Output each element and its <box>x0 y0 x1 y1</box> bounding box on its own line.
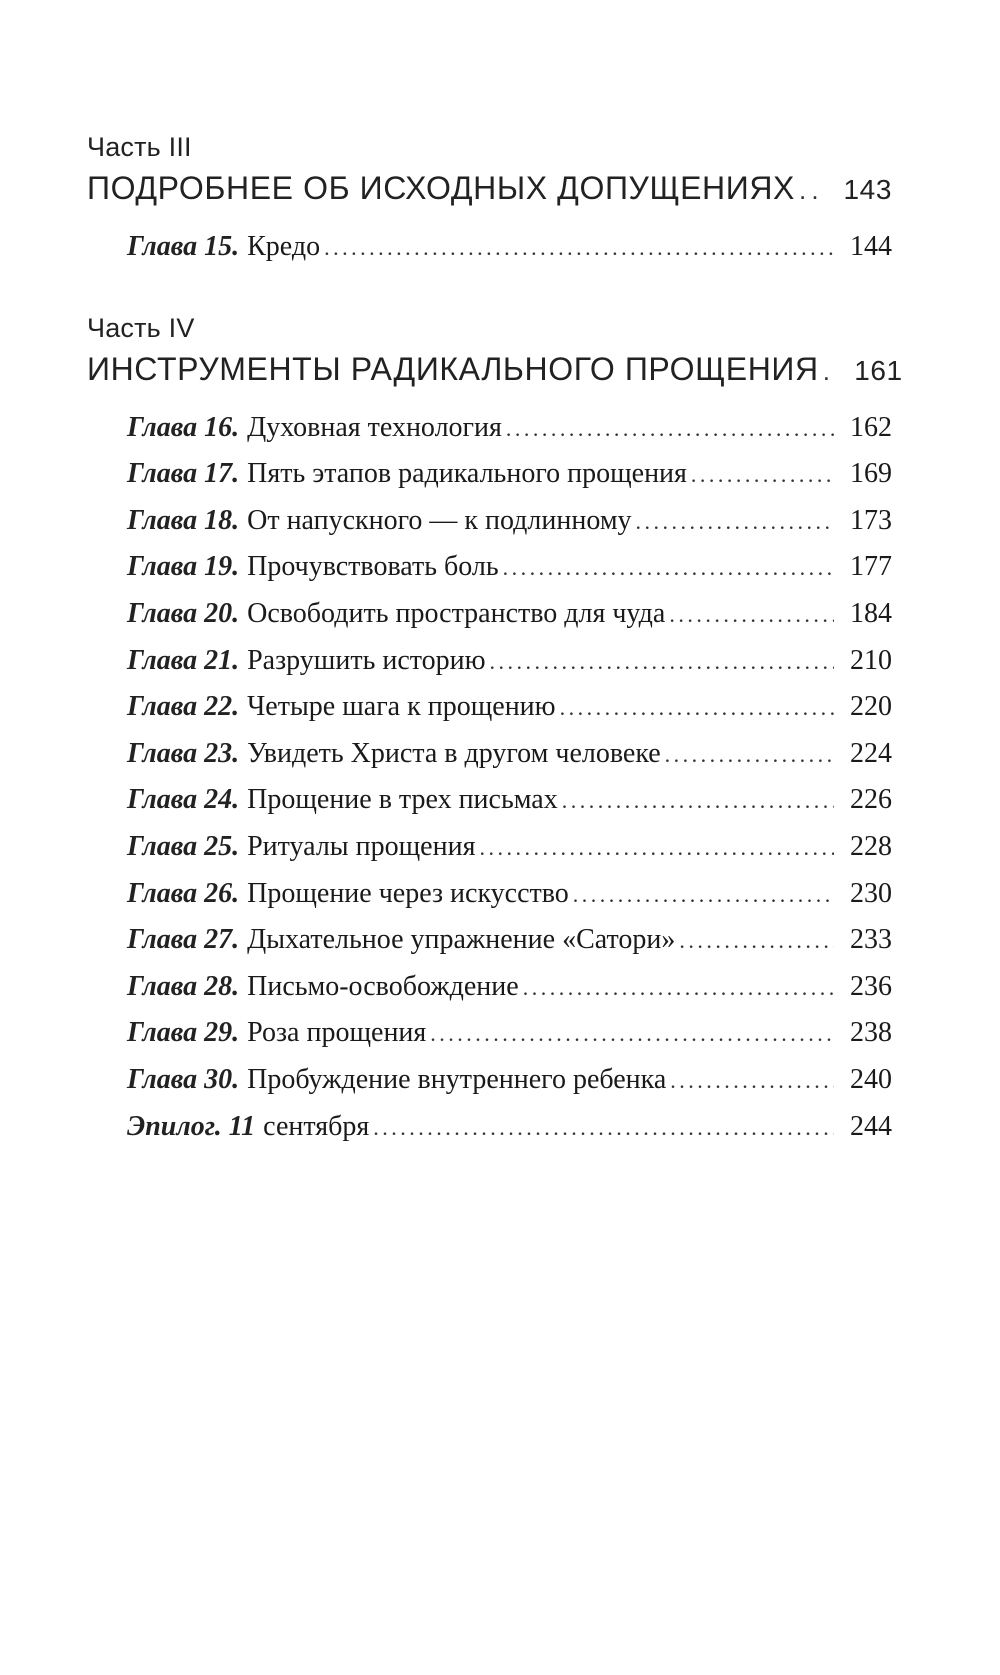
chapter-title: Роза прощения <box>247 1017 427 1049</box>
chapter-title: Кредо <box>247 231 321 262</box>
chapter-row-30[interactable] <box>127 1057 892 1104</box>
dot-leader <box>819 349 833 393</box>
page-number: 177 <box>850 551 892 583</box>
part-label: Часть III <box>87 132 192 162</box>
chapter-label: Глава 21. <box>127 644 240 676</box>
page-number: 162 <box>850 411 892 443</box>
chapter-row-28[interactable] <box>127 964 892 1011</box>
dot-leader <box>475 825 834 871</box>
chapter-label: Эпилог. 11 <box>127 1110 256 1142</box>
dot-leader <box>661 732 834 778</box>
chapter-label: Глава 23. <box>127 737 240 769</box>
dot-leader <box>687 452 834 498</box>
chapter-label: Глава 24. <box>127 784 240 816</box>
dot-leader <box>665 592 834 638</box>
page-number: 173 <box>850 504 892 536</box>
page-number: 169 <box>850 458 892 490</box>
dot-leader <box>632 499 834 545</box>
chapter-title: Прочувствовать боль <box>247 551 499 583</box>
chapter-label: Глава 29. <box>127 1017 240 1049</box>
part-title: ИНСТРУМЕНТЫ РАДИКАЛЬНОГО ПРОЩЕНИЯ <box>87 350 819 387</box>
page-number: 210 <box>850 644 892 676</box>
chapter-title: сентября <box>263 1110 370 1142</box>
table-of-contents <box>87 130 903 1190</box>
chapter-label: Глава 30. <box>127 1063 240 1095</box>
page-number: 233 <box>850 924 892 956</box>
dot-leader <box>502 406 834 452</box>
dot-leader <box>486 639 834 685</box>
chapter-label: Глава 17. <box>127 458 240 490</box>
chapter-row-27[interactable] <box>127 917 892 964</box>
chapter-title: Дыхательное упражнение «Сатори» <box>247 924 676 956</box>
chapter-label: Глава 20. <box>127 597 240 629</box>
dot-leader <box>320 225 834 271</box>
chapter-row-24[interactable] <box>127 777 892 824</box>
chapter-label: Глава 26. <box>127 877 240 909</box>
chapter-row-23[interactable] <box>127 731 892 778</box>
page-number: 224 <box>850 737 892 769</box>
chapter-label: Глава 27. <box>127 924 240 956</box>
chapter-title: Ритуалы прощения <box>247 830 476 862</box>
dot-leader <box>666 1058 834 1104</box>
part-title-row[interactable] <box>87 347 903 393</box>
page-number: 244 <box>850 1110 892 1142</box>
chapter-list <box>127 224 892 271</box>
chapter-title: Четыре шага к прощению <box>247 691 556 723</box>
chapter-row-epilogue[interactable] <box>127 1104 892 1151</box>
chapter-row-21[interactable] <box>127 638 892 685</box>
page-number: 236 <box>850 970 892 1002</box>
chapter-title: Освободить пространство для чуда <box>247 597 666 629</box>
dot-leader <box>556 685 834 731</box>
chapter-row-20[interactable] <box>127 591 892 638</box>
dot-leader <box>675 918 834 964</box>
chapter-label: Глава 18. <box>127 504 240 536</box>
dot-leader <box>795 168 822 212</box>
chapter-title: Пять этапов радикального прощения <box>247 458 687 490</box>
chapter-label: Глава 15. <box>127 231 240 262</box>
chapter-title: Духовная технология <box>247 411 502 443</box>
chapter-row-16[interactable] <box>127 405 892 452</box>
chapter-label: Глава 22. <box>127 691 240 723</box>
dot-leader <box>499 545 834 591</box>
page-number: 226 <box>850 784 892 816</box>
part-title-row[interactable] <box>87 166 892 212</box>
dot-leader <box>369 1105 834 1151</box>
page-number: 240 <box>850 1063 892 1095</box>
dot-leader <box>569 872 834 918</box>
chapter-label: Глава 16. <box>127 411 240 443</box>
chapter-row-15[interactable] <box>127 224 892 271</box>
chapter-row-17[interactable] <box>127 451 892 498</box>
dot-leader <box>558 778 834 824</box>
page-number: 144 <box>850 231 892 262</box>
chapter-row-29[interactable] <box>127 1010 892 1057</box>
page-number: 220 <box>850 691 892 723</box>
chapter-row-22[interactable] <box>127 684 892 731</box>
page-number: 143 <box>843 174 892 205</box>
part-3 <box>87 130 892 271</box>
chapter-list <box>127 405 892 1151</box>
part-4 <box>87 311 903 1151</box>
page-number: 161 <box>854 354 903 386</box>
chapter-title: Прощение в трех письмах <box>247 784 558 816</box>
page-number: 238 <box>850 1017 892 1049</box>
chapter-row-26[interactable] <box>127 871 892 918</box>
page-number: 184 <box>850 597 892 629</box>
chapter-title: Письмо-освобождение <box>247 970 519 1002</box>
chapter-title: От напускного — к подлинному <box>247 504 632 536</box>
part-title: ПОДРОБНЕЕ ОБ ИСХОДНЫХ ДОПУЩЕНИЯХ <box>87 170 795 206</box>
chapter-label: Глава 25. <box>127 830 240 862</box>
chapter-title: Пробуждение внутреннего ребенка <box>247 1063 667 1095</box>
chapter-title: Разрушить историю <box>247 644 486 676</box>
chapter-row-18[interactable] <box>127 498 892 545</box>
chapter-label: Глава 28. <box>127 970 240 1002</box>
part-label: Часть IV <box>87 312 195 343</box>
dot-leader <box>426 1011 834 1057</box>
chapter-label: Глава 19. <box>127 551 240 583</box>
dot-leader <box>519 965 834 1011</box>
chapter-row-25[interactable] <box>127 824 892 871</box>
chapter-title: Увидеть Христа в другом человеке <box>247 737 661 769</box>
page-number: 230 <box>850 877 892 909</box>
chapter-row-19[interactable] <box>127 544 892 591</box>
page-number: 228 <box>850 830 892 862</box>
chapter-title: Прощение через искусство <box>247 877 569 909</box>
